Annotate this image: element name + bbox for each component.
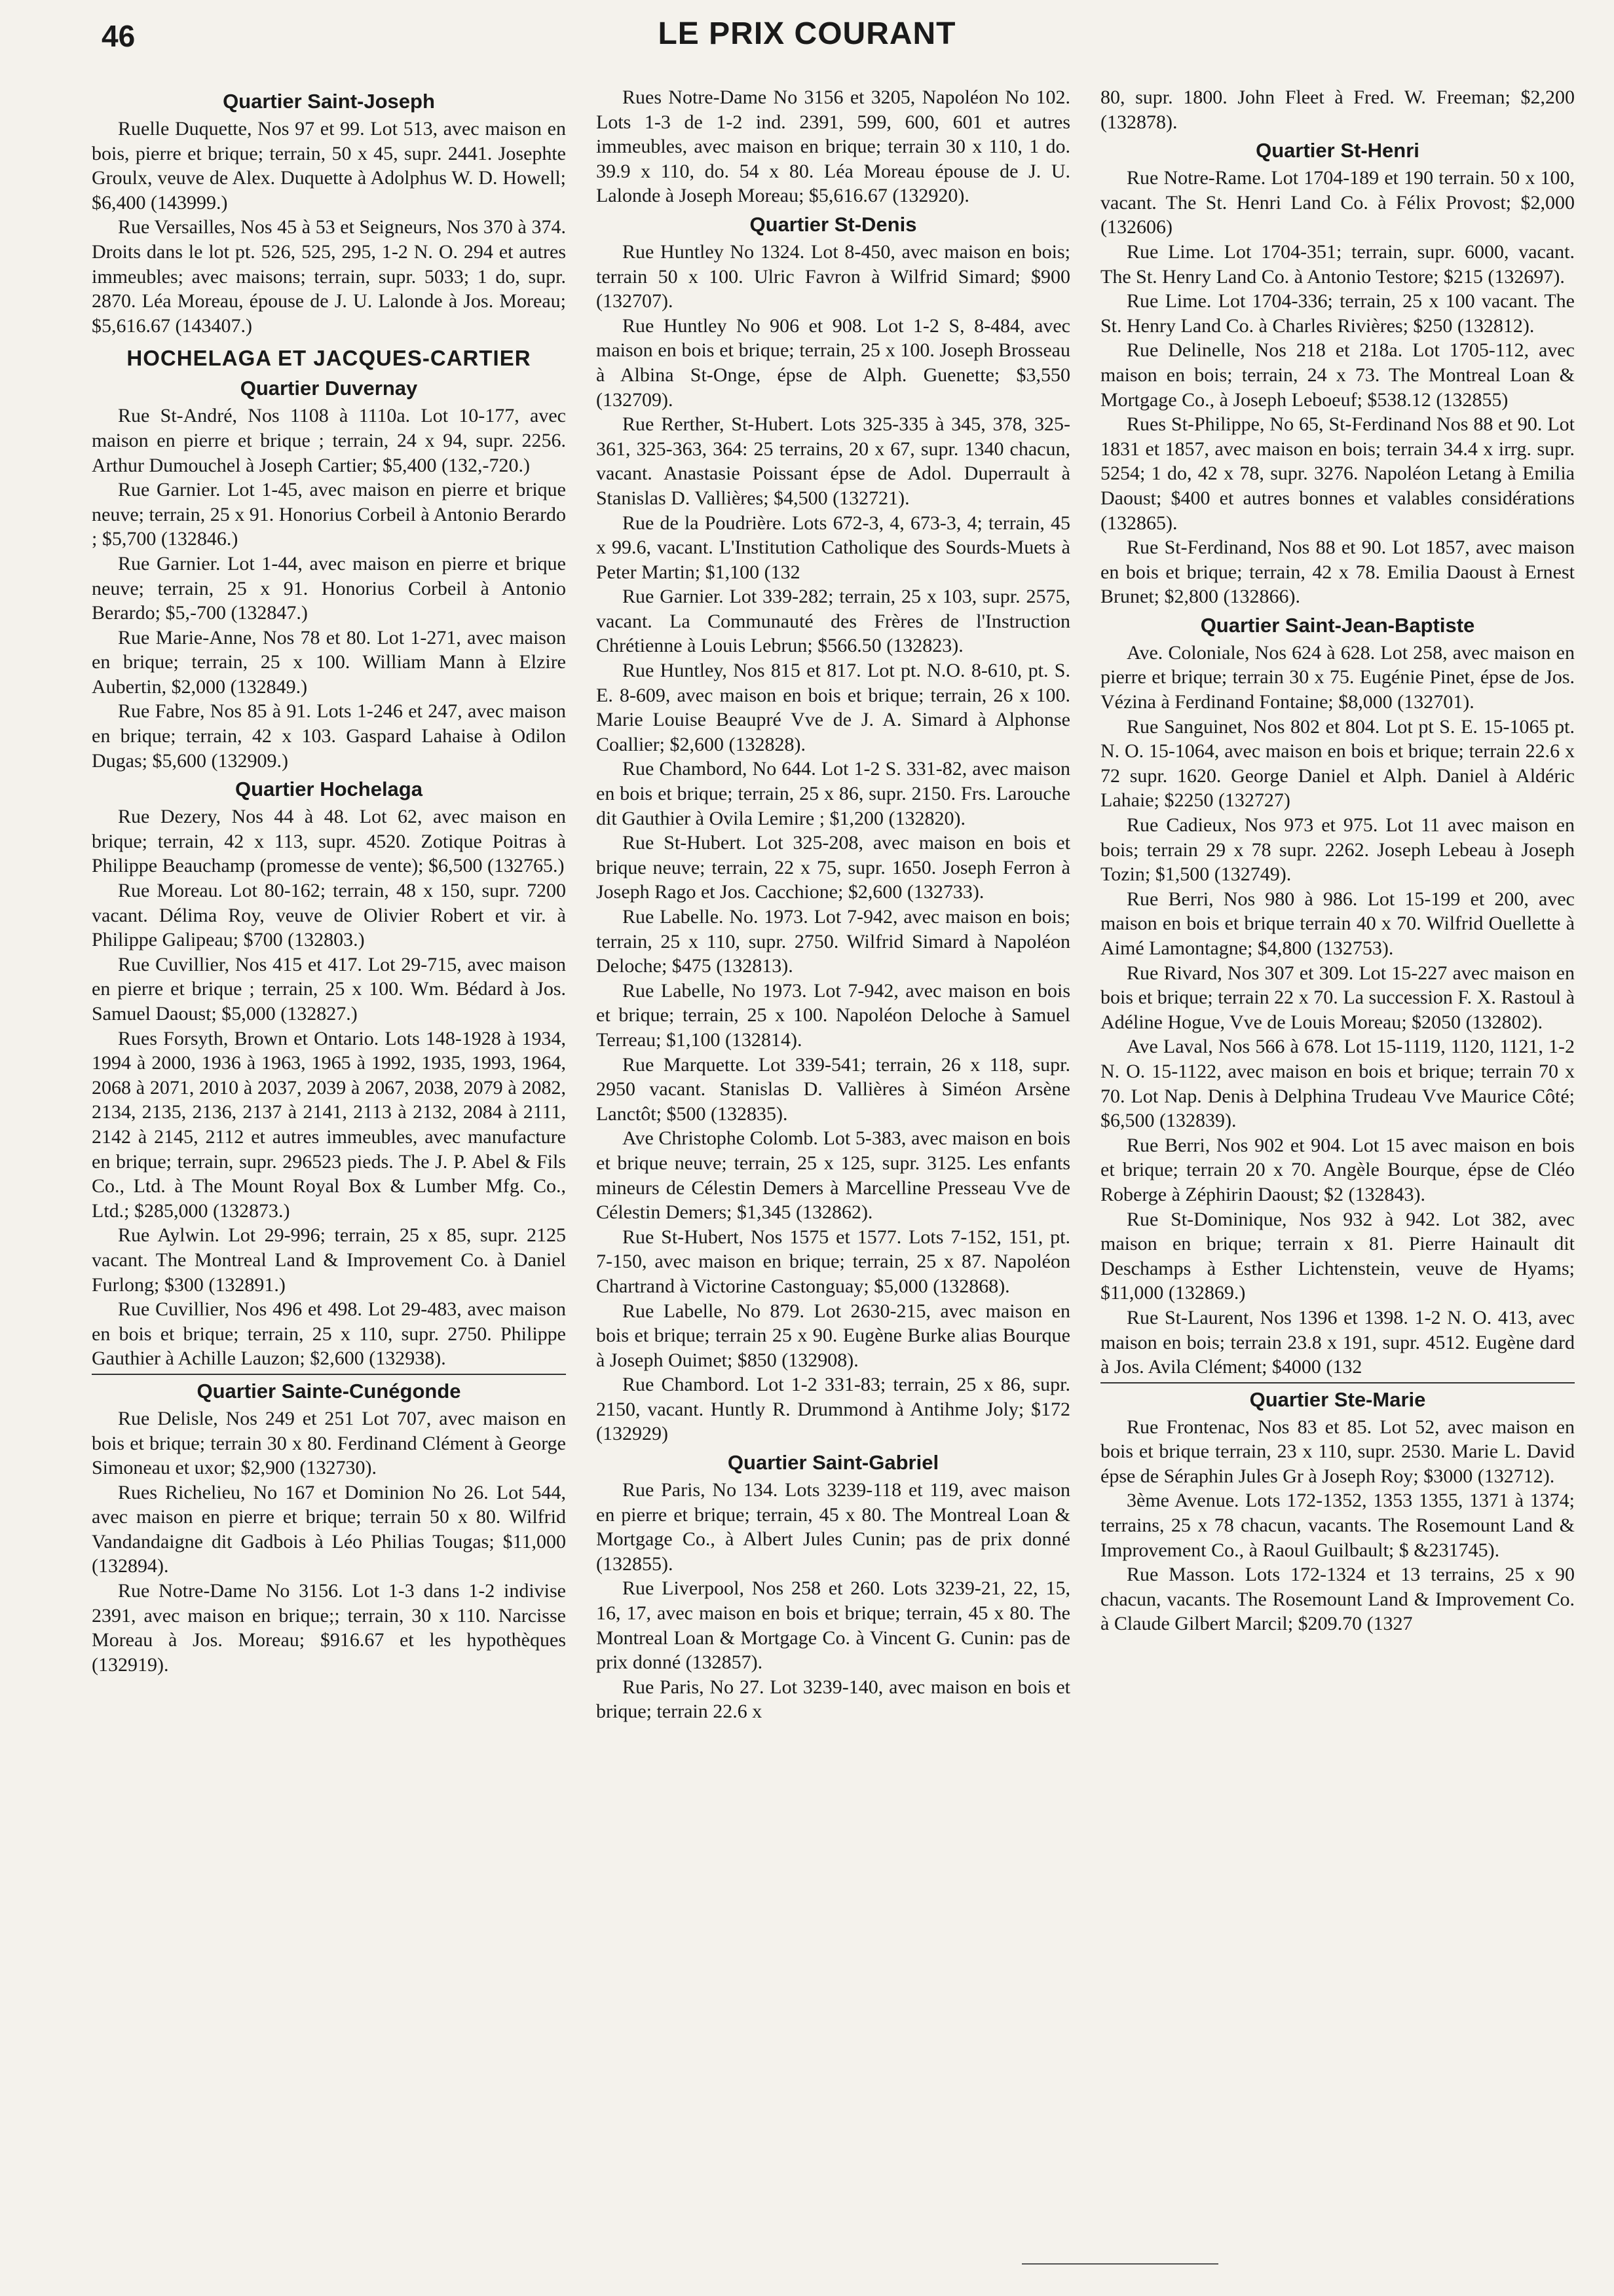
listing-entry: Rue Berri, Nos 980 à 986. Lot 15-199 et 200, avec maison en bois et brique terrain 40 x 70. Wilfrid Ouellette à Aimé Lamontagne; $4,800 (132753). xyxy=(1100,888,1575,959)
listing-entry: Rue Labelle. No. 1973. Lot 7-942, avec maison en bois; terrain, 25 x 110, supr. 2750. Wilfrid Simard à Napoléon Deloche; $475 (132813). xyxy=(596,906,1070,977)
listing-entry: Rues Notre-Dame No 3156 et 3205, Napoléon No 102. Lots 1-3 de 1-2 ind. 2391, 599, 600, 601 et autres immeubles, avec maison en brique; terrain 30 x 110, 1 do. 39.9 x 110, do. 54 x 80. Léa Moreau épouse de J. U. Lalonde à Joseph Moreau; $5,616.67 (132920). xyxy=(596,86,1070,207)
section-heading: Quartier Saint-Jean-Baptiste xyxy=(1200,613,1475,637)
listing-entry: Rue Huntley, Nos 815 et 817. Lot pt. N.O. 8-610, pt. S. E. 8-609, avec maison en bois et brique; terrain, 26 x 100. Marie Louise Beaupré Vve de J. A. Simard à Alphonse Coallier; $2,600 (132828). xyxy=(596,660,1070,755)
listing-entry: Rue Labelle, No 879. Lot 2630-215, avec maison en bois et brique; terrain 25 x 90. Eugène Burke alias Bourque à Joseph Ouimet; $850 (132908). xyxy=(596,1300,1070,1371)
footer-rule xyxy=(1022,2263,1218,2265)
columns xyxy=(92,85,1575,2244)
listing-entry: Rue Aylwin. Lot 29-996; terrain, 25 x 85, supr. 2125 vacant. The Montreal Land & Improvement Co. à Daniel Furlong; $300 (132891.) xyxy=(92,1224,566,1296)
listing-entry: Rue Dezery, Nos 44 à 48. Lot 62, avec maison en brique; terrain, 42 x 113, supr. 4520. Zotique Poitras à Philippe Beauchamp (promesse de vente); $6,500 (132765.) xyxy=(92,806,566,877)
listing-entry: Ruelle Duquette, Nos 97 et 99. Lot 513, avec maison en bois, pierre et brique; terrain, 50 x 45, supr. 2441. Josephte Groulx, veuve de Alex. Duquette à Adolphus W. D. Howell; $6,400 (143999.) xyxy=(92,118,566,214)
listing-entry: Rue Huntley No 1324. Lot 8-450, avec maison en bois; terrain 50 x 100. Ulric Favron à Wilfrid Simard; $900 (132707). xyxy=(596,240,1070,312)
listing-entry: 3ème Avenue. Lots 172-1352, 1353 1355, 1371 à 1374; terrains, 25 x 78 chacun, vacants. The Rosemount Land & Improvement Co., à Raoul Guilbault; $ &231745). xyxy=(1100,1490,1575,1561)
listing-entry: Rue Paris, No 27. Lot 3239-140, avec maison en bois et brique; terrain 22.6 x xyxy=(596,1676,1070,1723)
listing-entry: Rue Garnier. Lot 1-45, avec maison en pierre et brique neuve; terrain, 25 x 91. Honorius Corbeil à Antonio Berardo ; $5,700 (132846.) xyxy=(92,479,566,550)
listing-entry: Rues Forsyth, Brown et Ontario. Lots 148-1928 à 1934, 1994 à 2000, 1936 à 1963, 1965 à 1992, 1935, 1993, 1964, 2068 à 2071, 2010 à 2037, 2039 à 2067, 2038, 2079 à 2082, 2134, 2135, 2136, 2137 à 2141, 2113 à 2132, 2084 à 2111, 2142 à 2145, 2112 et autres immeubles, avec manufacture en brique; terrain, supr. 296523 pieds. The J. P. Abel & Fils Co., Ltd. à The Mount Royal Box & Lumber Mfg. Co., Ltd.; $285,000 (132873.) xyxy=(92,1027,566,1222)
listing-entry: Rue Garnier. Lot 1-44, avec maison en pierre et brique neuve; terrain, 25 x 91. Honorius Corbeil à Antonio Berardo; $5,-700 (132847.) xyxy=(92,552,566,624)
listing-entry: Ave Christophe Colomb. Lot 5-383, avec maison en bois et brique neuve; terrain, 25 x 125, supr. 3125. Les enfants mineurs de Célestin Demers à Marcelline Presseau Vve de Célestin Demers; $1,345 (132862). xyxy=(596,1127,1070,1224)
column-3 xyxy=(1100,85,1575,2244)
column-1 xyxy=(92,85,566,2244)
listing-entry: Rue Fabre, Nos 85 à 91. Lots 1-246 et 247, avec maison en brique; terrain, 42 x 103. Gaspard Lahaise à Odilon Dugas; $5,600 (132909.) xyxy=(92,700,566,772)
listing-entry: Rue Labelle, No 1973. Lot 7-942, avec maison en bois et brique; terrain, 25 x 100. Napoléon Deloche à Samuel Terreau; $1,100 (132814). xyxy=(596,979,1070,1051)
listing-entry: Rue Notre-Rame. Lot 1704-189 et 190 terrain. 50 x 100, vacant. The St. Henri Land Co. à Félix Provost; $2,000 (132606) xyxy=(1100,167,1575,238)
section-heading: Quartier St-Denis xyxy=(749,212,917,236)
listing-entry: Rue Cadieux, Nos 973 et 975. Lot 11 avec maison en bois; terrain 29 x 78 supr. 2262. Joseph Lebeau à Joseph Tozin; $1,500 (132749). xyxy=(1100,814,1575,886)
section-heading: Quartier Hochelaga xyxy=(235,778,422,801)
section-heading: Quartier Duvernay xyxy=(240,377,418,400)
listing-entry: Rue Frontenac, Nos 83 et 85. Lot 52, avec maison en bois et brique terrain, 23 x 110, supr. 2530. Marie L. David épse de Séraphin Jules Gr à Joseph Roy; $3000 (132712). xyxy=(1100,1416,1575,1487)
listing-entry: Rue Rivard, Nos 307 et 309. Lot 15-227 avec maison en bois et brique; terrain 22 x 70. La succession F. X. Rastoul à Adéline Hogue, Vve de Louis Moreau; $2050 (132802). xyxy=(1100,962,1575,1033)
listing-entry: Rue Marquette. Lot 339-541; terrain, 26 x 118, supr. 2950 vacant. Stanislas D. Vallières à Siméon Arsène Lanctôt; $500 (132835). xyxy=(596,1053,1070,1125)
column-2 xyxy=(596,85,1070,2244)
listing-entry: Rue Rerther, St-Hubert. Lots 325-335 à 345, 378, 325-361, 325-363, 364: 25 terrains, 20 x 67, supr. 1340 chacun, vacant. Anastasie Poissant épse de Adol. Duperrault à Stanislas D. Vallières; $4,500 (132721). xyxy=(596,413,1070,509)
listing-entry: Rue Cuvillier, Nos 496 et 498. Lot 29-483, avec maison en bois et brique; terrain, 25 x 110, supr. 2750. Philippe Gauthier à Achille Lauzon; $2,600 (132938). xyxy=(92,1298,566,1370)
listing-entry: Rue Berri, Nos 902 et 904. Lot 15 avec maison en bois et brique; terrain 20 x 70. Angèle Bourque, épse de Cléo Roberge à Zéphirin Daoust; $2 (132843). xyxy=(1100,1134,1575,1205)
listing-entry: Rues Richelieu, No 167 et Dominion No 26. Lot 544, avec maison en pierre et brique; terrain 50 x 80. Wilfrid Vandandaigne dit Gadbois à Léo Philias Tougas; $11,000 (132894). xyxy=(92,1481,566,1577)
listing-entry: Rue St-Ferdinand, Nos 88 et 90. Lot 1857, avec maison en bois et brique; terrain, 42 x 78. Emilia Daoust à Ernest Brunet; $2,800 (132866). xyxy=(1100,536,1575,608)
listing-entry: Rue de la Poudrière. Lots 672-3, 4, 673-3, 4; terrain, 45 x 99.6, vacant. L'Institution Catholique des Sourds-Muets à Peter Martin; $1,100 (132 xyxy=(596,512,1070,583)
listing-entry: Rue Chambord, No 644. Lot 1-2 S. 331-82, avec maison en bois et brique; terrain, 25 x 86, supr. 2150. Frs. Larouche dit Gauthier à Ovila Lemire ; $1,200 (132820). xyxy=(596,758,1070,829)
section-heading: Quartier Saint-Gabriel xyxy=(727,1451,939,1475)
listing-entry: Rues St-Philippe, No 65, St-Ferdinand Nos 88 et 90. Lot 1831 et 1857, avec maison en bois; terrain 34.4 x irrg. supr. 5254; 1 do, 42 x 78, supr. 3276. Napoléon Letang à Emilia Daoust; $400 et autres bonnes et valables considérations (132865). xyxy=(1100,413,1575,534)
listing-entry: Rue St-Hubert. Lot 325-208, avec maison en bois et brique neuve; terrain, 22 x 75, supr. 1650. Joseph Ferron à Joseph Rago et Jos. Cacchione; $2,600 (132733). xyxy=(596,832,1070,903)
listing-entry: Rue Cuvillier, Nos 415 et 417. Lot 29-715, avec maison en pierre et brique ; terrain, 25 x 100. Wm. Bédard à Jos. Samuel Daoust; $5,000 (132827.) xyxy=(92,953,566,1025)
section-heading: Quartier Sainte-Cunégonde xyxy=(197,1379,461,1402)
listing-entry: Rue Garnier. Lot 339-282; terrain, 25 x 103, supr. 2575, vacant. La Communauté des Frères de l'Instruction Chrétienne à Louis Lebrun; $566.50 (132823). xyxy=(596,586,1070,657)
listing-entry: Rue Lime. Lot 1704-336; terrain, 25 x 100 vacant. The St. Henry Land Co. à Charles Rivières; $250 (132812). xyxy=(1100,290,1575,337)
listing-entry: 80, supr. 1800. John Fleet à Fred. W. Freeman; $2,200 (132878). xyxy=(1100,86,1575,133)
listing-entry: Rue Chambord. Lot 1-2 331-83; terrain, 25 x 86, supr. 2150, vacant. Huntly R. Drummond à Antihme Joly; $172 (132929) xyxy=(596,1374,1070,1445)
listing-entry: Rue Sanguinet, Nos 802 et 804. Lot pt S. E. 15-1065 pt. N. O. 15-1064, avec maison en bois et brique; terrain 22.6 x 72 supr. 1620. George Daniel et Alph. Daniel à Aldéric Lahaie; $2250 (132727) xyxy=(1100,715,1575,812)
section-divider xyxy=(1100,1382,1575,1383)
section-heading: Quartier St-Henri xyxy=(1256,139,1419,162)
listing-entry: Rue St-Dominique, Nos 932 à 942. Lot 382, avec maison en brique; terrain x 81. Pierre Hainault dit Deschamps à Esther Lichtenstein, veuve de Hyams; $11,000 (132869.) xyxy=(1100,1208,1575,1304)
listing-entry: Rue Liverpool, Nos 258 et 260. Lots 3239-21, 22, 15, 16, 17, avec maison en bois et brique; terrain, 45 x 80. The Montreal Loan & Mortgage Co. à Vincent G. Cunin: pas de prix donné (132857). xyxy=(596,1577,1070,1674)
listing-entry: Rue Delinelle, Nos 218 et 218a. Lot 1705-112, avec maison en bois; terrain, 24 x 73. The Montreal Loan & Mortgage Co., à Joseph Leboeuf; $538.12 (132855) xyxy=(1100,339,1575,411)
listing-entry: Rue St-Laurent, Nos 1396 et 1398. 1-2 N. O. 413, avec maison en bois; terrain 23.8 x 191, supr. 4512. Eugène dard à Jos. Avila Clément; $4000 (132 xyxy=(1100,1306,1575,1378)
listing-entry: Ave Laval, Nos 566 à 678. Lot 15-1119, 1120, 1121, 1-2 N. O. 15-1122, avec maison en bois et brique; terrain 70 x 70. Lot Nap. Denis à Delphina Trudeau Vve Maurice Côté; $6,500 (132839). xyxy=(1100,1036,1575,1132)
page-title: LE PRIX COURANT xyxy=(658,16,956,51)
listing-entry: Rue St-Hubert, Nos 1575 et 1577. Lots 7-152, 151, pt. 7-150, avec maison en brique; terrain, 25 x 87. Napoléon Chartrand à Victorine Castonguay; $5,000 (132868). xyxy=(596,1226,1070,1297)
page-number: 46 xyxy=(102,19,136,53)
listing-entry: Rue Versailles, Nos 45 à 53 et Seigneurs, Nos 370 à 374. Droits dans le lot pt. 526, 525, 295, 1-2 N. O. 294 et autres immeubles; avec maisons; terrain, supr. 5033; 1 do, supr. 2870. Léa Moreau, épouse de J. U. Lalonde à Jos. Moreau; $5,616.67 (143407.) xyxy=(92,216,566,337)
listing-entry: Rue Notre-Dame No 3156. Lot 1-3 dans 1-2 indivise 2391, avec maison en brique;; terrain, 30 x 110. Narcisse Moreau à Jos. Moreau; $916.67 et les hypothèques (132919). xyxy=(92,1580,566,1676)
listing-entry: Rue Masson. Lots 172-1324 et 13 terrains, 25 x 90 chacun, vacants. The Rosemount Land & Improvement Co. à Claude Gilbert Marcil; $209.70 (1327 xyxy=(1100,1564,1575,1635)
listing-entry: Ave. Coloniale, Nos 624 à 628. Lot 258, avec maison en pierre et brique; terrain 30 x 75. Eugénie Pinet, épse de Jos. Vézina à Ferdinand Fontaine; $8,000 (132701). xyxy=(1100,641,1575,713)
section-heading: Quartier Ste-Marie xyxy=(1249,1387,1426,1411)
listing-entry: Rue Marie-Anne, Nos 78 et 80. Lot 1-271, avec maison en brique; terrain, 25 x 100. William Mann à Elzire Aubertin, $2,000 (132849.) xyxy=(92,626,566,698)
listing-entry: Rue Paris, No 134. Lots 3239-118 et 119, avec maison en pierre et brique; terrain, 45 x 80. The Montreal Loan & Mortgage Co., à Albert Jules Cunin; pas de prix donné (132855). xyxy=(596,1479,1070,1575)
section-heading: HOCHELAGA ET JACQUES-CARTIER xyxy=(126,346,531,371)
listing-entry: Rue St-André, Nos 1108 à 1110a. Lot 10-177, avec maison en pierre et brique ; terrain, 24 x 94, supr. 2256. Arthur Dumouchel à Joseph Cartier; $5,400 (132,-720.) xyxy=(92,405,566,476)
listing-entry: Rue Delisle, Nos 249 et 251 Lot 707, avec maison en bois et brique; terrain 30 x 80. Ferdinand Clément à George Simoneau et uxor; $2,900 (132730). xyxy=(92,1407,566,1479)
listing-entry: Rue Moreau. Lot 80-162; terrain, 48 x 150, supr. 7200 vacant. Délima Roy, veuve de Olivier Robert et vir. à Philippe Galipeau; $700 (132803.) xyxy=(92,880,566,951)
section-divider xyxy=(92,1374,566,1375)
listing-entry: Rue Huntley No 906 et 908. Lot 1-2 S, 8-484, avec maison en bois et brique; terrain, 25 x 100. Joseph Brosseau à Albina St-Onge, épse de Alph. Guenette; $3,550 (132709). xyxy=(596,314,1070,411)
listing-entry: Rue Lime. Lot 1704-351; terrain, supr. 6000, vacant. The St. Henry Land Co. à Antonio Testore; $215 (132697). xyxy=(1100,240,1575,288)
section-heading: Quartier Saint-Joseph xyxy=(223,90,435,113)
